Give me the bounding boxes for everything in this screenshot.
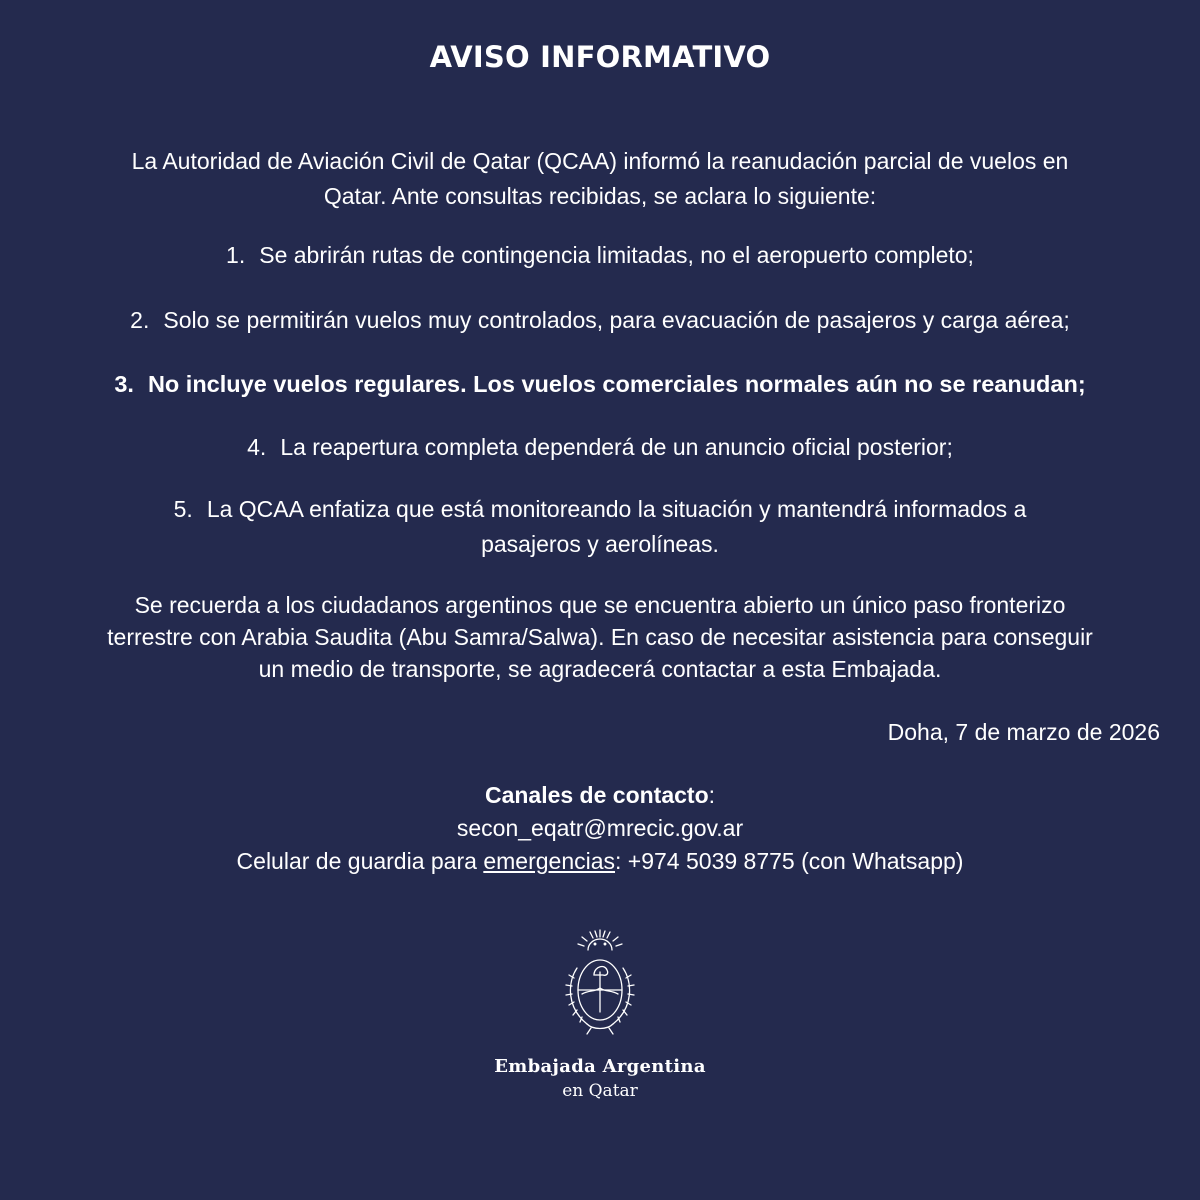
phone-prefix: Celular de guardia para <box>236 848 484 874</box>
embassy-name: Embajada Argentina <box>494 1056 706 1077</box>
list-item-text: Solo se permitirán vuelos muy controlados, para evacuación de pasajeros y carga aérea; <box>163 307 1070 333</box>
list-item-number: 3. <box>114 371 134 397</box>
list-item-text: Se abrirán rutas de contingencia limitadas, no el aeropuerto completo; <box>259 242 974 268</box>
phone-emergencias-label: emergencias <box>483 848 616 874</box>
contact-heading-line <box>0 779 1200 812</box>
phone-number[interactable]: : +974 5039 8775 (con Whatsapp) <box>615 848 964 874</box>
list-item-text: La reapertura completa dependerá de un anuncio oficial posterior; <box>280 434 953 460</box>
list-item-1 <box>40 238 1160 273</box>
date-line: Doha, 7 de marzo de 2026 <box>887 719 1160 745</box>
list-item-5 <box>40 492 1160 562</box>
contact-heading: Canales de contacto <box>484 782 709 808</box>
reminder-line-2: terrestre con Arabia Saudita (Abu Samra/Salwa). En caso de necesitar asistencia para conseguir <box>107 624 1093 650</box>
reminder-line-3: un medio de transporte, se agradecerá contactar a esta Embajada. <box>258 656 942 682</box>
argentina-coat-of-arms-icon <box>557 928 643 1048</box>
list-item-3 <box>40 367 1160 402</box>
intro-line-1: La Autoridad de Aviación Civil de Qatar (QCAA) informó la reanudación parcial de vuelos en <box>131 148 1069 174</box>
list-item-number: 5. <box>173 496 193 522</box>
intro-line-2: Qatar. Ante consultas recibidas, se aclara lo siguiente: <box>323 183 877 209</box>
list-item-2 <box>40 303 1160 338</box>
reminder-line-1: Se recuerda a los ciudadanos argentinos que se encuentra abierto un único paso fronterizo <box>134 592 1066 618</box>
contact-heading-colon: : <box>708 782 716 808</box>
list-item-text-continued: pasajeros y aerolíneas. <box>481 531 719 557</box>
list-item-text: No incluye vuelos regulares. Los vuelos comerciales normales aún no se reanudan; <box>147 371 1086 397</box>
contact-phone-line <box>0 845 1200 878</box>
embassy-location: en Qatar <box>562 1081 638 1101</box>
list-item-number: 1. <box>226 242 246 268</box>
list-item-text: La QCAA enfatiza que está monitoreando la situación y mantendrá informados a <box>206 496 1027 522</box>
notice-title: AVISO INFORMATIVO <box>429 40 771 74</box>
list-item-number: 4. <box>247 434 267 460</box>
list-item-number: 2. <box>130 307 150 333</box>
contact-block <box>0 779 1200 878</box>
intro-paragraph <box>40 144 1160 214</box>
contact-email[interactable]: secon_eqatr@mrecic.gov.ar <box>456 815 744 841</box>
list-item-4 <box>40 430 1160 465</box>
reminder-paragraph <box>30 589 1170 685</box>
